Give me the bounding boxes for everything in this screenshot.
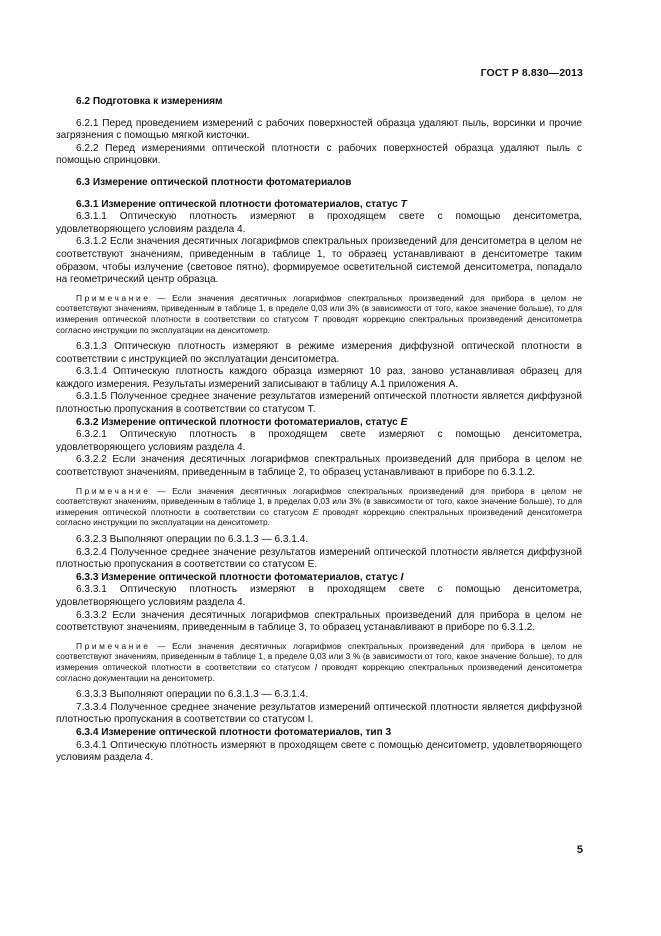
paragraph-6-3-3-1: 6.3.3.1 Оптическую плотность измеряют в проходящем свете с помощью денситометра, удовлетворяющего условиям раздела 4. — [56, 584, 582, 608]
note-text: проводят коррекцию спектральных произведений денситометра согласно инструкции по эксплуатации на денситометр. — [56, 313, 583, 335]
note-text: проводят коррекцию спектральных произведений денситометра согласно документации на денситометр. — [56, 661, 582, 683]
note-label: Примечание — [76, 640, 151, 651]
note-text: — Если значения десятичных логарифмов спектральных произведений для прибора в целом не соответствуют значениям, приведенным в таблице 1, в пределах 0,03 или 3% (в зависимости от того, какое значение больше), то для измерения оптической плотности в соответствии со статусом — [56, 485, 582, 517]
paragraph-6-3-1-4: 6.3.1.4 Оптическую плотность каждого образца измеряют 10 раз, заново устанавливая образец для каждого измерения. Результаты измерений записывают в таблицу А.1 приложения А. — [56, 366, 582, 390]
paragraph-6-3-2-4: 6.3.2.4 Полученное среднее значение результатов измерений оптической плотности является диффузной плотностью пропускания в соответствии со статусом Е. — [56, 546, 582, 571]
status-letter: Т — [313, 313, 319, 324]
heading-text: 6.3.2 Измерение оптической плотности фотоматериалов, статус — [76, 416, 401, 428]
paragraph-6-3-2-2: 6.3.2.2 Если значения десятичных логарифмов спектральных произведений для прибора в целом не соответствуют значениям, приведенным в таблице 2, то образец устанавливают в приборе по 6.3.1.2. — [56, 454, 582, 479]
document-body — [56, 96, 582, 765]
note-1 — [56, 293, 582, 335]
status-letter: Т — [400, 198, 407, 210]
paragraph-6-3-3-3: 6.3.3.3 Выполняют операции по 6.3.1.3 — 6.3.1.4. — [76, 689, 309, 701]
section-heading-6-3: 6.3 Измерение оптической плотности фотоматериалов — [76, 176, 352, 188]
status-letter: I — [400, 571, 404, 583]
subsection-heading-6-3-4: 6.3.4 Измерение оптической плотности фотоматериалов, тип 3 — [76, 726, 392, 738]
subsection-heading-6-3-2 — [56, 417, 582, 430]
note-text: — Если значения десятичных логарифмов спектральных произведений для прибора в целом не соответствуют значениям, приведенным в таблице 1, в пределе 0,03 или 3 % (в зависимости от того, какое значение больше), то для измерения оптической плотности в соответствии со статусом — [56, 640, 582, 672]
note-label: Примечание — [76, 485, 151, 496]
paragraph-6-2-1: 6.2.1 Перед проведением измерений с рабочих поверхностей образца удаляют пыль, ворсинки и прочие загрязнения с помощью мягкой кисточки. — [56, 117, 582, 142]
paragraph-6-3-2-3: 6.3.2.3 Выполняют операции по 6.3.1.3 — 6.3.1.4. — [76, 534, 309, 545]
heading-text: 6.3.1 Измерение оптической плотности фотоматериалов, статус — [76, 198, 401, 210]
paragraph-6-3-1-2: 6.3.1.2 Если значения десятичных логарифмов спектральных произведений для денситометра в целом не соответствуют значениям, приведенным в таблице 1, то образец устанавливают в денситометре таким образом, чтобы излучение (световое пятно), формируемое осветительной системой денситометра, попадало на геометрический центр образца. — [56, 236, 582, 286]
paragraph-6-3-4-1: 6.3.4.1 Оптическую плотность измеряют в проходящем свете с помощью денситометр, удовлетворяющего условиям раздела 4. — [56, 739, 582, 764]
section-heading-6-2: 6.2 Подготовка к измерениям — [76, 96, 223, 107]
status-letter: Е — [400, 416, 408, 428]
note-text: — Если значения десятичных логарифмов спектральных произведений для прибора в целом не соответствуют значениям, приведенным в таблице 1, в пределе 0,03 или 3% (в зависимости от того, какое значение больше), то для измерения оптической плотности в соответствии со статусом — [56, 292, 582, 324]
page-number: 5 — [576, 844, 583, 856]
paragraph-7-3-3-4: 7.3.3.4 Полученное среднее значение результатов измерений оптической плотности является диффузной плотностью пропускания в соответствии со статусом I. — [56, 701, 582, 726]
paragraph-6-3-1-3: 6.3.1.3 Оптическую плотность измеряют в режиме измерения диффузной оптической плотности в соответствии с инструкцией по эксплуатации денситометра. — [56, 341, 582, 365]
subsection-heading-6-3-3 — [56, 572, 582, 585]
paragraph-6-3-1-5: 6.3.1.5 Полученное среднее значение результатов измерений оптической плотности является диффузной плотностью пропускания в соответствии со статусом Т. — [56, 391, 582, 416]
paragraph-6-3-2-1: 6.3.2.1 Оптическую плотность в проходящем свете измеряют с помощью денситометра, удовлетворяющего условиям раздела 4. — [56, 429, 582, 453]
note-3 — [56, 641, 582, 683]
note-text: проводят коррекцию спектральных произведений денситометра согласно инструкции по эксплуатации на денситометр. — [56, 506, 582, 528]
status-letter: I — [314, 661, 318, 672]
subsection-heading-6-3-1 — [56, 199, 582, 212]
note-label: Примечание — [76, 292, 151, 303]
status-letter: Е — [312, 506, 319, 517]
document-id: ГОСТ Р 8.830—2013 — [480, 67, 583, 79]
heading-text: 6.3.3 Измерение оптической плотности фотоматериалов, статус — [76, 571, 401, 583]
paragraph-6-3-3-2: 6.3.3.2 Если значения десятичных логарифмов спектральных произведений для прибора в целом не соответствуют значениям, приведенным в таблице 3, то образец устанавливают в приборе по 6.3.1.2. — [56, 609, 582, 634]
note-2 — [56, 486, 582, 528]
paragraph-6-3-1-1: 6.3.1.1 Оптическую плотность измеряют в проходящем свете с помощью денситометра, удовлетворяющего условиям раздела 4. — [56, 211, 582, 235]
paragraph-6-2-2: 6.2.2 Перед измерениями оптической плотности с рабочих поверхностей образца удаляют пыль с помощью спринцовки. — [56, 142, 582, 167]
